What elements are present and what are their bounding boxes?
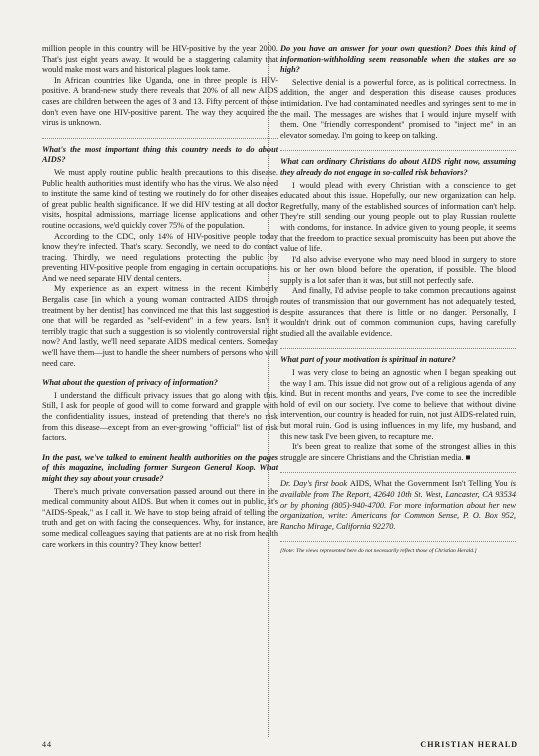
magazine-title: CHRISTIAN HERALD — [420, 740, 518, 749]
paragraph: I'd also advise everyone who may need blood in surgery to store his or her own blood before the operation, if possible. The blood supply is a lot safer than it was, but still not perfectly safe. — [280, 254, 516, 285]
bio-text: is available from The Report, 42640 10th St. West, Lancaster, CA 93534 or by phoning (805)-940-4700. For more information about her new organization, write: Americans for Common Sense, P. O. Box 952, Rancho Mirage, California 92270. — [280, 479, 517, 531]
paragraph: million people in this country will be HIV-positive by the year 2000. That's just eight years away. It would be a staggering calamity that would make most wars and historical plagues look tame. — [42, 44, 278, 75]
interview-question: What about the question of privacy of information? — [42, 378, 218, 388]
paragraph: According to the CDC, only 14% of HIV-positive people today know they're infected. That's scary. Secondly, we need to do contact tracing. Thirdly, we need regulations protecting the public by preventing HIV-positive people from engaging in certain occupations. And we need separate HIV dental centers. — [42, 231, 278, 283]
right-column — [280, 44, 516, 555]
interview-question: What's the most important thing this country needs to do about AIDS? — [42, 144, 278, 165]
column-rule — [268, 42, 269, 737]
paragraph-text: It's been great to realize that some of the strongest allies in this struggle are sincere Christians and the Christian media. — [280, 442, 516, 462]
interview-question: Do you have an answer for your own question? Does this kind of information-withholding seem reasonable when the stakes are so high? — [280, 44, 516, 75]
page-number: 44 — [42, 740, 52, 749]
interview-question: In the past, we've talked to eminent health authorities on the pages of this magazine, including former Surgeon General Koop. What might they say about your crusade? — [42, 452, 278, 483]
section-divider — [42, 138, 278, 139]
paragraph: I was very close to being an agnostic when I began speaking out the way I am. This issue did not grow out of a religious agenda of any kind. But in recent months and years, I've come to see the incredible hold of evil on our society. I've come to believe that without divine intervention, our country is headed for ruin, not just AIDS-related ruin, but moral ruin. God is using influences in my life, my husband, and this new task I've been given, to recapture me. — [280, 368, 516, 441]
section-divider — [280, 472, 516, 473]
book-title: AIDS, What the Government Isn't Telling You — [349, 479, 508, 489]
section-divider — [280, 348, 516, 349]
paragraph: I would plead with every Christian with a conscience to get educated about this issue. Hopefully, our new organization can help. Regretfully, many of the established sources of information can't help. They're still sending our young people out to play Russian roulette with condoms, for instance. In advice given to young people, it seems that the freedom to practice sexual promiscuity has been put above the value of life. — [280, 180, 516, 254]
interview-question: What can ordinary Christians do about AIDS right now, assuming they already do not engage in so-called risk behaviors? — [280, 157, 516, 177]
bio-text: Dr. Day's first book — [280, 479, 350, 489]
page-footer — [42, 740, 518, 752]
paragraph: We must apply routine public health precautions to this disease. Public health authorities must identify who has the virus. We also need to institute the same kind of testing we routinely do for other diseases of great public health significance. If we did HIV testing at all doctor visits, hospital admissions, marriage license applications and other routine occasions, we'd quickly cover 75% of the population. — [42, 167, 278, 230]
paragraph: My experience as an expert witness in the recent Kimberly Bergalis case [in which a young woman contracted AIDS through treatment by her dentist] has convinced me that this last suggestion is one that will be regarded as "self-evident" in a few years. Isn't it terribly tragic that such a suggestion is so violently controversial right now? And lastly, we'll need separate AIDS medical centers. Someday we'll have them—just to handle the sheer numbers of persons who will need care. — [42, 284, 278, 368]
paragraph: Selective denial is a powerful force, as is political correctness. In addition, the anger and desperation this disease causes produces intimidation. I've had contaminated needles and syringes sent to me in the mail. The messages are wishes that I would injure myself with them. One "friendly correspondent" promised to "inject me" in an elevator someday. I'm going to keep on talking. — [280, 77, 516, 140]
paragraph: In African countries like Uganda, one in three people is HIV-positive. A brand-new study there reveals that 20% of all new AIDS cases are children between the ages of 3 and 13. Fifty percent of those don't even have one HIV-positive parent. The way they acquired the virus is unknown. — [42, 75, 278, 128]
interview-question: What part of your motivation is spiritual in nature? — [280, 355, 456, 365]
paragraph: I understand the difficult privacy issues that go along with this. Still, I ask for people of good will to come forward and grapple with the confidentiality issues, instead of pretending that there's no risk from this disease—except from an ever-growing "official" list of risk factors. — [42, 390, 278, 443]
section-divider — [280, 541, 516, 542]
paragraph — [280, 442, 516, 463]
paragraph: There's much private conversation passed around out there in the medical community about AIDS. But when it comes out in public, it's "AIDS-Speak," as I call it. We have to stop being afraid of telling the truth and get on with facing the consequences. Why, for instance, are some medical colleagues saying that patients are at no risk from health care workers in this country? They know better! — [42, 486, 278, 549]
author-bio — [280, 479, 516, 532]
left-column — [42, 44, 278, 550]
editor-note: [Note: The views represented here do not necessarily reflect those of Christian Herald.] — [280, 548, 477, 555]
section-divider — [280, 150, 516, 151]
end-mark-icon: ■ — [465, 452, 471, 462]
paragraph: And finally, I'd advise people to take common precautions against routes of transmission that our government has not adequately tested, despite assurances that there is little or no danger. Personally, I wouldn't drink out of common communion cups, having carefully studied all the available evidence. — [280, 286, 516, 338]
